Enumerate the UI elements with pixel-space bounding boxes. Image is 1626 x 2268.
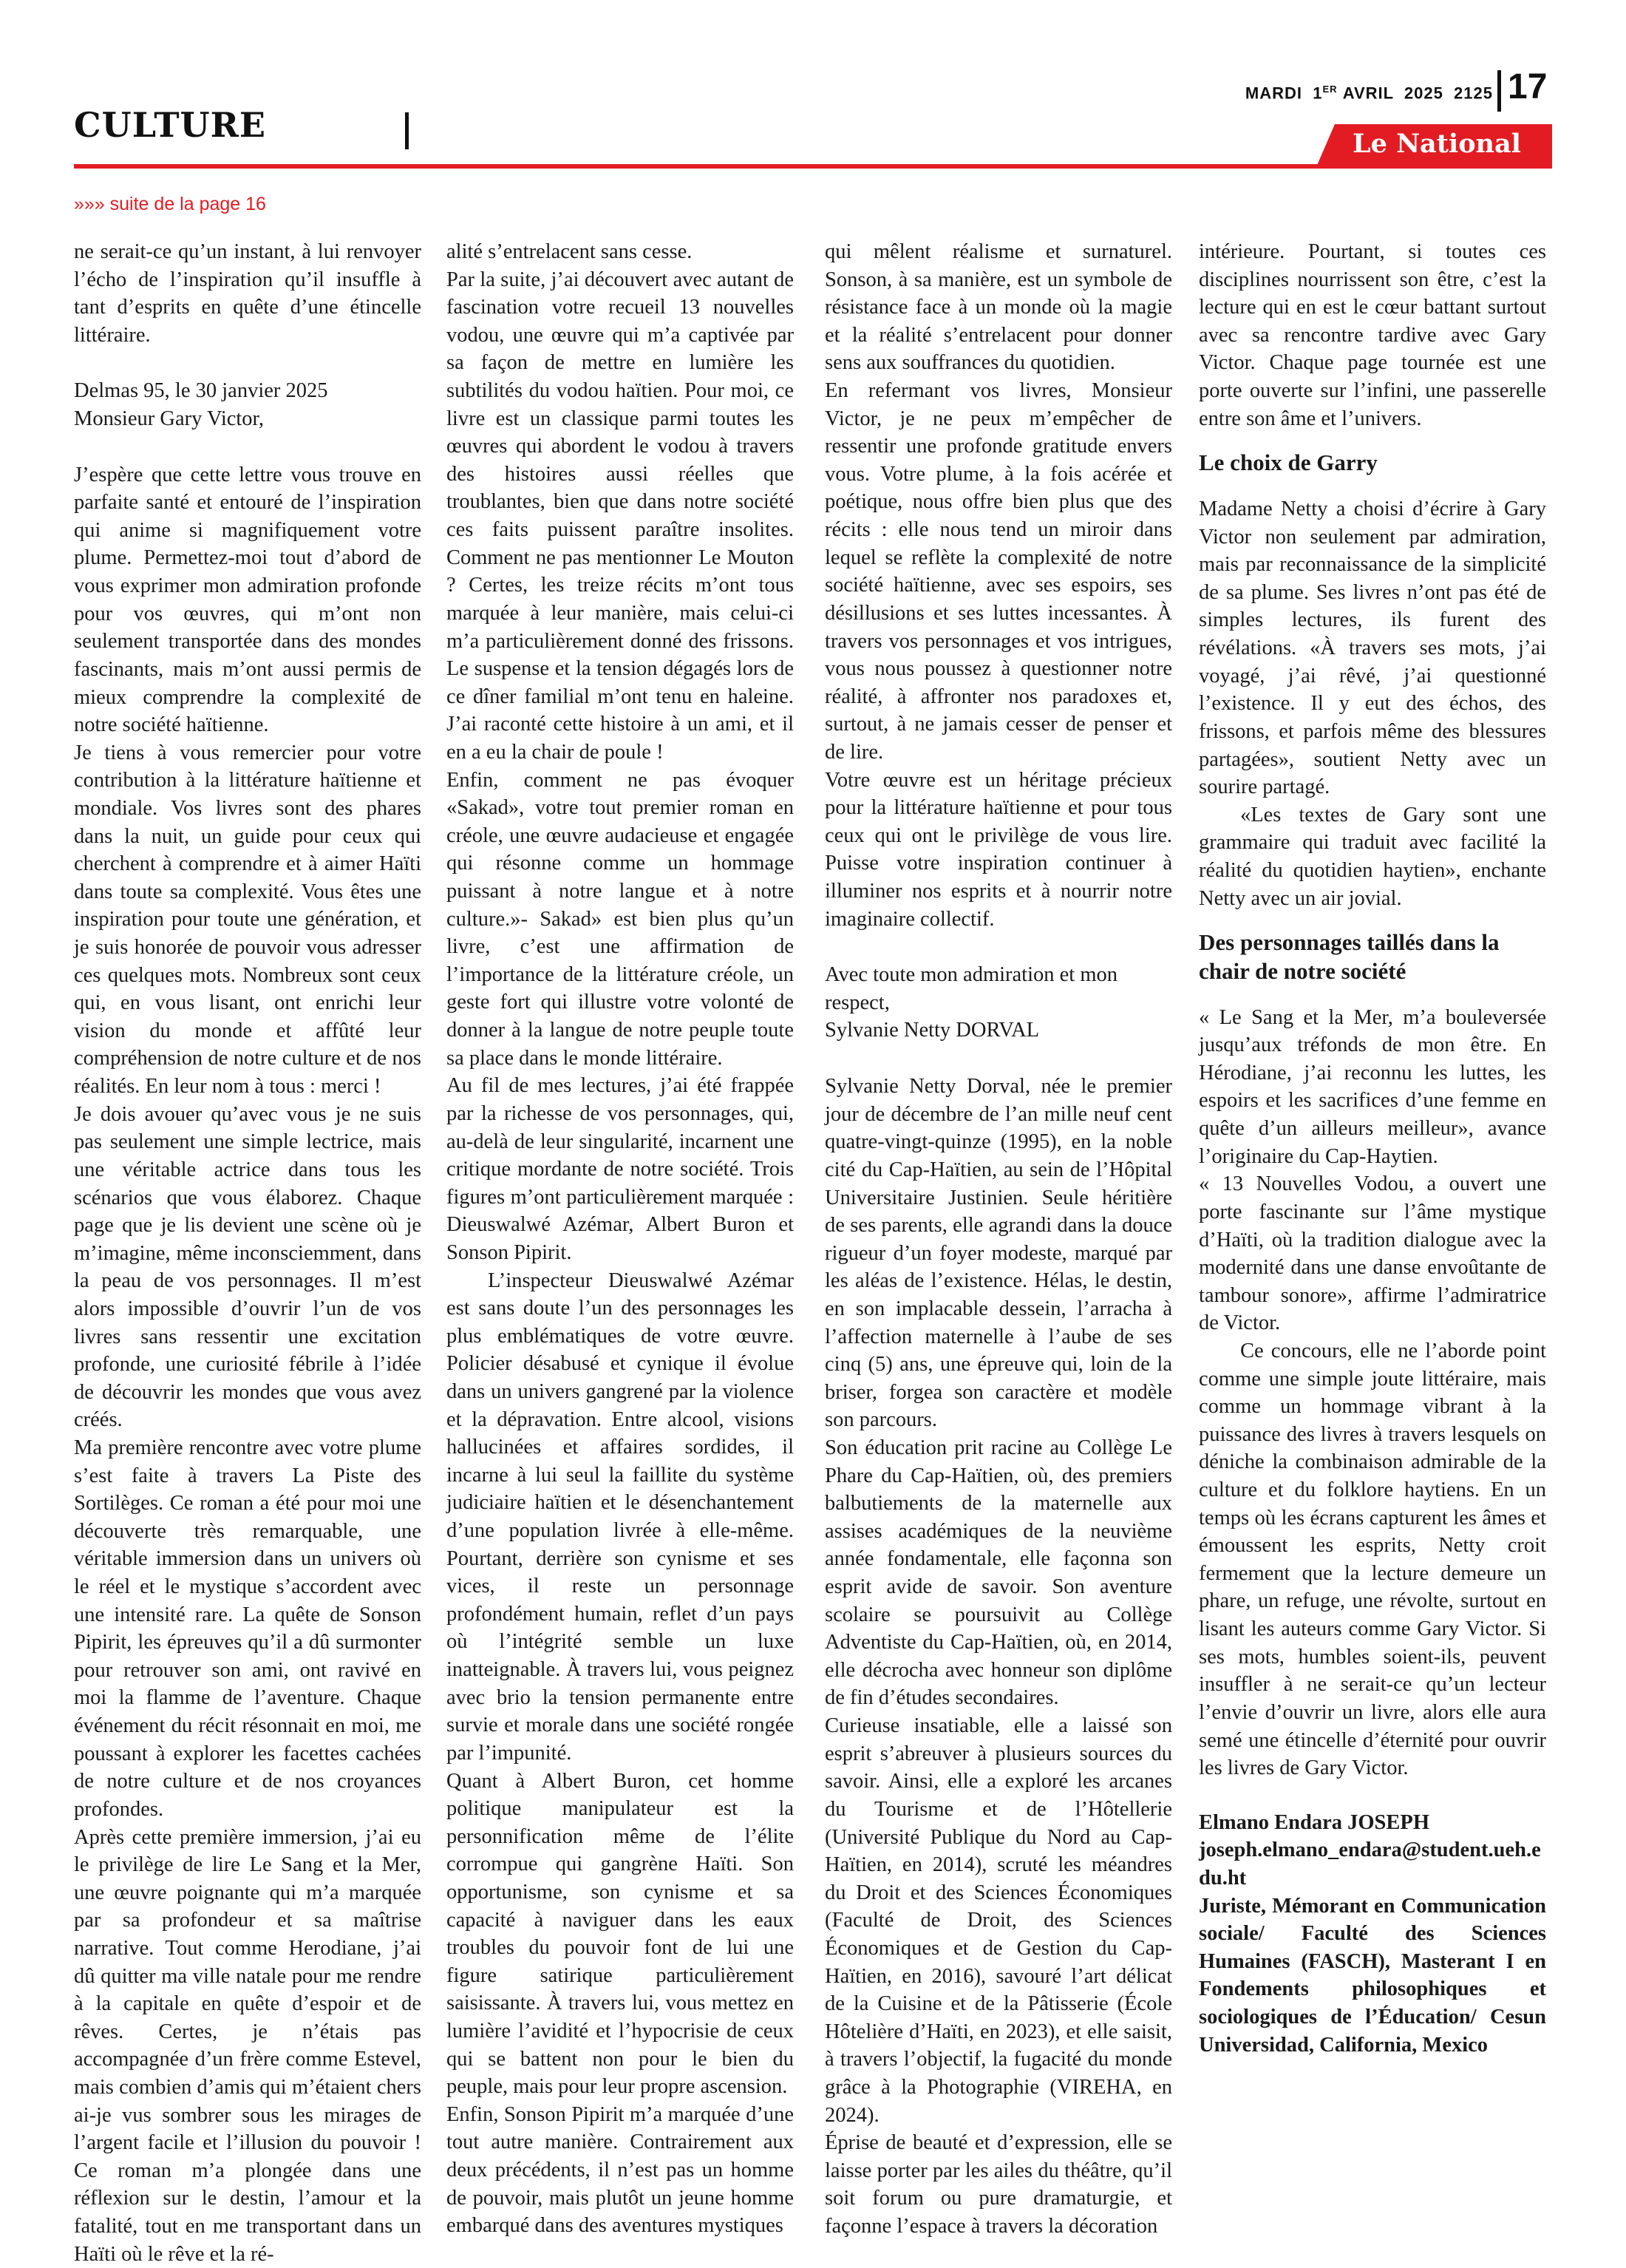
paragraph: alité s’entrelacent sans cesse.	[446, 240, 693, 263]
continued-from-link[interactable]: »»» suite de la page 16	[74, 194, 266, 214]
date-ordinal: ER	[1322, 84, 1338, 95]
paragraph: Au fil de mes lectures, j’ai été frappée par la richesse de vos personnages, qui, au-delà de leur singularité, incarnent une critique mordante de notre société. Trois figures m’ont particulièrement marquée : Dieuswalwé Azémar, Albert Buron et Sonson Pipirit.	[446, 1074, 794, 1264]
date-day: MARDI	[1245, 84, 1303, 103]
paragraph: intérieure. Pourtant, si toutes ces disciplines nourrissent son être, c’est la lecture qui en est le cœur battant surtout avec sa rencontre tardive avec Gary Victor. Chaque page tournée est une porte ouverte sur l’infini, une passerelle entre son âme et l’univers.	[1199, 240, 1546, 430]
article-column-2	[446, 238, 794, 2240]
date-number: 1	[1313, 84, 1323, 103]
header-rule	[74, 164, 1552, 169]
page-number-divider	[1497, 70, 1501, 112]
paragraph: Curieuse insatiable, elle a laissé son esprit s’abreuver à plusieurs sources du savoir. Ainsi, elle a exploré les arcanes du Tourisme et de l’Hôtellerie (Université Publique du Nord au Cap-Haïtien, en 2014), scruté les méandres du Droit et des Sciences Économiques (Faculté de Droit, des Sciences Économiques et de Gestion du Cap-Haïtien, en 2016), savouré l’art délicat de la Cuisine et de la Pâtisserie (École Hôtelière d’Haïti, en 2023), et elle saisit, à travers l’objectif, la fugacité du monde grâce à la Photographie (VIREHA, en 2024).	[825, 1714, 1172, 2127]
paragraph: J’espère que cette lettre vous trouve en parfaite santé et entouré de l’inspiration qui anime si magnifiquement votre plume. Permettez-moi tout d’abord de vous exprimer mon admiration profonde pour vos œuvres, qui m’ont non seulement transportée dans des mondes fascinants, mais m’ont aussi permis de mieux comprendre la complexité de notre société haïtienne.	[74, 463, 421, 737]
author-name: Elmano Endara JOSEPH	[1199, 1810, 1429, 1834]
letter-salutation: Monsieur Gary Victor,	[74, 407, 265, 431]
paragraph: Après cette première immersion, j’ai eu le privilège de lire Le Sang et la Mer, une œuvre poignante qui m’a marquée par sa profondeur et sa maîtrise narrative. Tout comme Herodiane, j’ai dû quitter ma ville natale pour me rendre à la capitale en quête d’espoir et de rêves. Certes, je n’étais pas accompagnée d’un frère comme Estevel, mais combien d’amis qui m’étaient chers ai-je vus sombrer sous les mirages de l’argent facile et l’illusion du pouvoir ! Ce roman m’a plongée dans une réflexion sur le destin, l’amour et la fatalité, tout en me transportant dans un Haïti où le rêve et la ré-	[74, 1825, 421, 2266]
paragraph: « 13 Nouvelles Vodou, a ouvert une porte fascinante sur l’âme mystique d’Haïti, où la tradition dialogue avec la modernité dans une danse envoûtante de tambour sonore», affirme l’admiratrice de Victor.	[1199, 1172, 1546, 1335]
date-rest: AVRIL 2025 2125	[1342, 84, 1493, 103]
paragraph: Son éducation prit racine au Collège Le Phare du Cap-Haïtien, où, des premiers balbutiements de la maternelle aux assises académiques de la neuvième année fondamentale, elle façonna son esprit avide de savoir. Son aventure scolaire se poursuivit au Collège Adventiste du Cap-Haïtien, où, en 2014, elle décrocha avec honneur son diplôme de fin d’études secondaires.	[825, 1436, 1172, 1710]
paragraph: Enfin, comment ne pas évoquer «Sakad», votre tout premier roman en créole, une œuvre audacieuse et engagée qui résonne comme un hommage puissant à notre langue et à notre culture.»- Sakad» est bien plus qu’un livre, c’est une affirmation de l’importance de la littérature créole, un geste fort qui illustre votre volonté de donner à la langue de notre peuple toute sa place dans le monde littéraire.	[446, 768, 794, 1070]
paragraph: ne serait-ce qu’un instant, à lui renvoyer l’écho de l’inspiration qu’il insuffle à tant d’esprits en quête d’une étincelle littéraire.	[74, 240, 421, 347]
paragraph: Je tiens à vous remercier pour votre contribution à la littérature haïtienne et mondiale. Vos livres sont des phares dans la nuit, un guide pour ceux qui cherchent à comprendre et à aimer Haïti dans toute sa complexité. Vous êtes une inspiration pour toute une génération, et je suis honorée de pouvoir vous adresser ces quelques mots. Nombreux sont ceux qui, en vous lisant, ont enrichi leur vision du monde et affûté leur compréhension de notre culture et de nos réalités. En leur nom à tous : merci !	[74, 741, 421, 1099]
paragraph: « Le Sang et la Mer, m’a bouleversée jusqu’aux tréfonds de mon être. En Hérodiane, j’ai reconnu les luttes, les espoirs et les sacrifices d’une femme en quête d’un ailleurs meilleur», avance l’originaire du Cap-Haytien.	[1199, 1005, 1546, 1168]
paragraph: Madame Netty a choisi d’écrire à Gary Victor non seulement par admiration, mais par reconnaissance de la simplicité de sa plume. Ses livres n’ont pas été de simples lectures, ils furent des révélations. «À travers ses mots, j’ai voyagé, j’ai rêvé, j’ai questionné l’existence. Il y eut des échos, des frissons, et parfois même des blessures partagées», soutient Netty avec un sourire partagé.	[1199, 498, 1546, 799]
paragraph: Par la suite, j’ai découvert avec autant de fascination votre recueil 13 nouvelles vodou, une œuvre qui m’a captivée par sa façon de mettre en lumière les subtilités du vodou haïtien. Pour moi, ce livre est un classique parmi toutes les œuvres qui abordent le vodou à travers des histoires aussi réelles que troublantes, bien que dans notre société ces faits puissent paraître insolites. Comment ne pas mentionner Le Mouton ? Certes, les treize récits m’ont tous marquée à leur manière, mais celui-ci m’a particulièrement donné des frissons. Le suspense et la tension dégagés lors de ce dîner familial m’ont tenu en haleine. J’ai raconté cette histoire à un ami, et il en a eu la chair de poule !	[446, 268, 794, 764]
article-column-1	[74, 238, 421, 2268]
author-email[interactable]: joseph.elmano_endara@student.ueh.edu.ht	[1199, 1838, 1541, 1890]
subheading: Le choix de Garry	[1199, 449, 1378, 476]
paragraph: «Les textes de Gary sont une grammaire qui traduit avec facilité la réalité du quotidien haytien», enchante Netty avec un air jovial.	[1199, 803, 1546, 910]
article-column-4	[1199, 238, 1546, 2059]
paragraph: En refermant vos livres, Monsieur Victor, je ne peux m’empêcher de ressentir une profonde gratitude envers vous. Votre plume, à la fois acérée et poétique, nous offre bien plus que des récits : elle nous tend un miroir dans lequel se reflète la complexité de notre société haïtienne, avec ses espoirs, ses désillusions et ses luttes incessantes. À travers vos personnages et vos intrigues, vous nous poussez à questionner notre réalité, à affronter nos paradoxes et, surtout, à ne jamais cesser de penser et de lire.	[825, 379, 1172, 764]
section-title-divider	[405, 112, 409, 149]
section-title: CULTURE	[74, 105, 266, 145]
paragraph: Enfin, Sonson Pipirit m’a marquée d’une tout autre manière. Contrairement aux deux précédents, il n’est pas un homme de pouvoir, mais plutôt un jeune homme embarqué dans des aventures mystiques	[446, 2102, 794, 2238]
letter-dateline: Delmas 95, le 30 janvier 2025	[74, 379, 328, 403]
paragraph: Sylvanie Netty Dorval, née le premier jour de décembre de l’an mille neuf cent quatre-vingt-quinze (1995), en la noble cité du Cap-Haïtien, au sein de l’Hôpital Universitaire Justinien. Seule héritière de ses parents, elle agrandi dans la douce rigueur d’un foyer modeste, marqué par les aléas de l’existence. Hélas, le destin, en son implacable dessein, l’arracha à l’affection maternelle à l’aube de ses cinq (5) ans, une épreuve qui, loin de la briser, forgea son caractère et modèle son parcours.	[825, 1075, 1172, 1432]
paragraph: qui mêlent réalisme et surnaturel. Sonson, à sa manière, est un symbole de résistance face à un monde où la magie et la réalité s’entrelacent pour donner sens aux souffrances du quotidien.	[825, 240, 1172, 375]
letter-signature: Sylvanie Netty DORVAL	[825, 1019, 1040, 1042]
author-credentials: Juriste, Mémorant en Communication sociale/ Faculté des Sciences Humaines (FASCH), Masterant I en Fondements philosophiques et sociologiques de l’Éducation/ Cesun Universidad, California, Mexico	[1199, 1894, 1546, 2057]
letter-closing: Avec toute mon admiration et mon respect,	[825, 963, 1118, 1014]
paragraph: Éprise de beauté et d’expression, elle se laisse porter par les ailes du théâtre, qu’il soit forum ou pure dramaturgie, et façonne l’espace à travers la décoration	[825, 2131, 1172, 2238]
paragraph: Ma première rencontre avec votre plume s’est faite à travers La Piste des Sortilèges. Ce roman a été pour moi une découverte très remarquable, une véritable immersion dans un univers où le réel et le mystique s’accordent avec une intensité rare. La quête de Sonson Pipirit, les épreuves qu’il a dû surmonter pour retrouver son ami, ont ravivé en moi la flamme de l’aventure. Chaque événement du récit résonnait en moi, me poussant à explorer les facettes cachées de notre culture et de nos croyances profondes.	[74, 1436, 421, 1821]
paragraph: Votre œuvre est un héritage précieux pour la littérature haïtienne et pour tous ceux qui ont le privilège de vous lire. Puisse votre inspiration continuer à illuminer nos esprits et à nourrir notre imaginaire collectif.	[825, 768, 1172, 931]
article-column-3	[825, 238, 1172, 2241]
author-byline	[1199, 1809, 1546, 2059]
page-number: 17	[1508, 67, 1548, 106]
paragraph: Ce concours, elle ne l’aborde point comme une simple joute littéraire, mais comme un hommage vibrant à la puissance des livres à travers lesquels on déniche la combinaison admirable de la culture et du folklore haytiens. En un temps où les écrans capturent les âmes et émoussent les esprits, Netty croit fermement que la lecture demeure un phare, un refuge, une révolte, surtout en lisant les auteurs comme Gary Victor. Si ses mots, humbles soient-ils, peuvent insuffler à ne serait-ce qu’un lecteur l’envie d’ouvrir un livre, alors elle aura semé une étincelle d’éternité pour ouvrir les livres de Gary Victor.	[1199, 1339, 1546, 1780]
brand-name: Le National	[1353, 129, 1521, 159]
paragraph: Je dois avouer qu’avec vous je ne suis pas seulement une simple lectrice, mais une véritable actrice dans tous les scénarios que vous élaborez. Chaque page que je lis devient une scène où je m’imagine, même inconsciemment, dans la peau de vos personnages. Il m’est alors impossible d’ouvrir l’un de vos livres sans ressentir une excitation profonde, une curiosité fébrile à l’idée de découvrir les mondes que vous avez créés.	[74, 1102, 421, 1432]
dateline	[1245, 84, 1493, 103]
subheading: Des personnages taillés dans la chair de notre société	[1199, 929, 1500, 984]
paragraph: Quant à Albert Buron, cet homme politique manipulateur est la personnification même de l’élite corrompue qui gangrène Haïti. Son opportunisme, son cynisme et sa capacité à naviguer dans les eaux troubles du pouvoir font de lui une figure satirique particulièrement saisissante. À travers lui, vous mettez en lumière l’avidité et l’hypocrisie de ceux qui se battent non pour le bien du peuple, mais pour leur propre ascension.	[446, 1769, 794, 2099]
paragraph: L’inspecteur Dieuswalwé Azémar est sans doute l’un des personnages les plus emblématiques de votre œuvre. Policier désabusé et cynique il évolue dans un univers gangrené par la violence et la dépravation. Entre alcool, visions hallucinées et affaires sordides, il incarne à lui seul la faillite du système judiciaire haïtien et le désenchantement d’une population livrée à elle-même. Pourtant, derrière son cynisme et ses vices, il reste un personnage profondément humain, reflet d’un pays où l’intégrité semble un luxe inatteignable. À travers lui, vous peignez avec brio la tension permanente entre survie et morale dans une société rongée par l’impunité.	[446, 1269, 794, 1765]
